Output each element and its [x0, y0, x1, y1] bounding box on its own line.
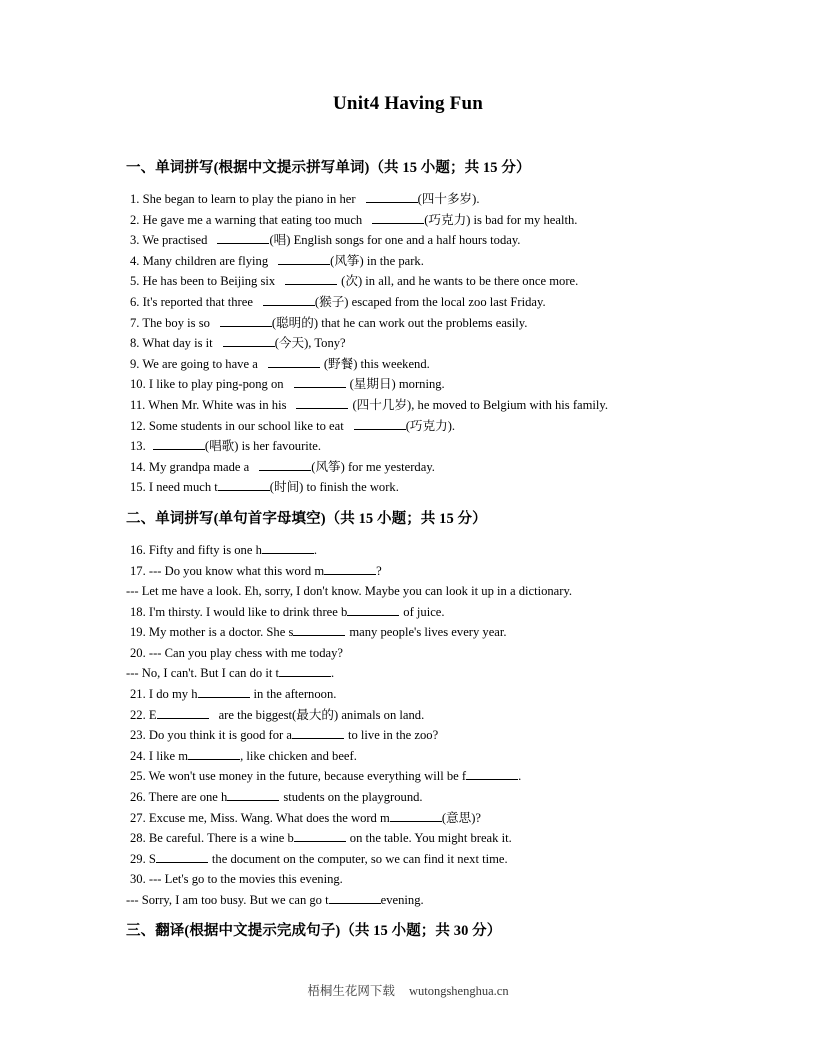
- answer-blank[interactable]: [227, 790, 279, 801]
- question-number: 6.: [130, 294, 143, 309]
- question-number: 21.: [130, 687, 149, 702]
- question-item: [126, 808, 696, 829]
- question-text-before: Fifty and fifty is one h: [148, 542, 262, 557]
- question-text-before: We won't use money in the future, because everything will be f: [148, 769, 467, 784]
- question-number: 20.: [130, 645, 149, 660]
- section-heading-2: 二、单词拼写(单句首字母填空)（共 15 小题；共 15 分）: [126, 510, 487, 527]
- question-text-before: --- Let me have a look. Eh, sorry, I don't know. Maybe you can look it up in a dictionary.: [126, 584, 573, 599]
- answer-blank[interactable]: [366, 192, 418, 203]
- question-number: 1.: [130, 192, 143, 206]
- question-text-after: (四十多岁).: [417, 192, 480, 206]
- answer-blank[interactable]: [279, 666, 331, 677]
- question-text-before: Many children are flying: [142, 253, 269, 268]
- question-text-after: on the table. You might break it.: [349, 831, 512, 846]
- question-item: [126, 766, 696, 787]
- question-number: 5.: [130, 274, 143, 289]
- question-text-after: many people's lives every year.: [349, 625, 507, 640]
- question-item: [126, 561, 696, 582]
- question-text-before: What day is it: [142, 336, 213, 351]
- answer-blank[interactable]: [223, 336, 275, 347]
- question-text-before: --- No, I can't. But I can do it t: [126, 666, 280, 681]
- answer-blank[interactable]: [285, 274, 337, 285]
- question-text-after: (意思)?: [441, 810, 481, 825]
- question-text-after: (星期日) morning.: [349, 377, 445, 392]
- question-number: 28.: [130, 831, 149, 846]
- question-continuation: [126, 663, 696, 684]
- answer-blank[interactable]: [153, 439, 205, 450]
- question-number: 25.: [130, 769, 149, 784]
- answer-blank[interactable]: [296, 398, 348, 409]
- question-list-2: [126, 540, 696, 911]
- question-number: 10.: [130, 377, 149, 392]
- question-number: 11.: [130, 397, 149, 412]
- question-text-before: My grandpa made a: [148, 459, 250, 474]
- question-text-before: Be careful. There is a wine b: [148, 831, 294, 846]
- question-item: [126, 251, 696, 272]
- question-text-after: (猴子) escaped from the local zoo last Friday.: [314, 294, 546, 309]
- question-number: 30.: [130, 872, 149, 887]
- question-text-before: --- Do you know what this word m: [148, 563, 325, 578]
- question-item: [126, 189, 696, 210]
- question-text-after: .: [518, 769, 522, 784]
- question-text-before: He has been to Beijing six: [142, 274, 276, 289]
- question-number: 3.: [130, 233, 143, 248]
- question-text-after: , like chicken and beef.: [240, 748, 357, 763]
- question-item: [126, 828, 696, 849]
- question-number: 17.: [130, 563, 149, 578]
- question-number: 19.: [130, 625, 149, 640]
- question-item: [126, 540, 696, 561]
- question-item: [126, 313, 696, 334]
- question-text-before: It's reported that three: [142, 294, 253, 309]
- answer-blank[interactable]: [294, 831, 346, 842]
- question-number: 9.: [130, 356, 143, 371]
- question-item: [126, 210, 696, 231]
- question-text-after: (四十几岁), he moved to Belgium with his family.: [352, 397, 609, 412]
- question-item: [126, 746, 696, 767]
- question-text-after: (野餐) this weekend.: [323, 356, 430, 371]
- question-text-after: (时间) to finish the work.: [269, 480, 399, 495]
- answer-blank[interactable]: [278, 253, 330, 264]
- answer-blank[interactable]: [292, 728, 344, 739]
- question-text-before: There are one h: [148, 790, 228, 805]
- question-number: 4.: [130, 253, 143, 268]
- question-item: [126, 292, 696, 313]
- question-text-after: (唱) English songs for one and a half hours today.: [269, 233, 521, 248]
- answer-blank[interactable]: [324, 563, 376, 574]
- answer-blank[interactable]: [218, 480, 270, 491]
- question-text-after: .: [313, 542, 318, 557]
- question-item: [126, 849, 696, 870]
- question-text-before: When Mr. White was in his: [148, 397, 287, 412]
- answer-blank[interactable]: [268, 356, 320, 367]
- question-text-before: We are going to have a: [142, 356, 258, 371]
- question-text-after: (风筝) for me yesterday.: [311, 459, 435, 474]
- question-text-after: (聪明的) that he can work out the problems easily.: [271, 315, 528, 330]
- question-text-before: I'm thirsty. I would like to drink three b: [148, 604, 348, 619]
- question-item: [126, 643, 696, 664]
- question-text-after: to live in the zoo?: [347, 728, 439, 743]
- question-number: 7.: [130, 315, 143, 330]
- answer-blank[interactable]: [390, 810, 442, 821]
- question-number: 29.: [130, 851, 149, 866]
- answer-blank[interactable]: [329, 893, 381, 904]
- question-text-before: She began to learn to play the piano in her: [142, 192, 356, 206]
- answer-blank[interactable]: [263, 295, 315, 306]
- question-text-after: evening.: [380, 893, 424, 907]
- question-text-before: Do you think it is good for a: [148, 728, 292, 743]
- question-list-1: [126, 189, 696, 498]
- question-number: 23.: [130, 728, 149, 743]
- question-item: [126, 457, 696, 478]
- question-item: [126, 705, 696, 726]
- question-text-before: We practised: [142, 233, 208, 248]
- answer-blank[interactable]: [259, 459, 311, 470]
- question-number: 15.: [130, 480, 149, 495]
- question-number: 22.: [130, 707, 149, 722]
- answer-blank[interactable]: [220, 315, 272, 326]
- question-number: 8.: [130, 336, 143, 351]
- question-item: [126, 333, 696, 354]
- answer-blank[interactable]: [262, 543, 314, 554]
- question-number: 2.: [130, 212, 143, 227]
- question-item: [126, 416, 696, 437]
- section-heading-1: 一、单词拼写(根据中文提示拼写单词)（共 15 小题；共 15 分）: [126, 160, 531, 176]
- answer-blank[interactable]: [354, 418, 406, 429]
- answer-blank[interactable]: [293, 625, 345, 636]
- answer-blank[interactable]: [188, 749, 240, 760]
- question-text-before: Excuse me, Miss. Wang. What does the word m: [148, 810, 390, 825]
- question-continuation: [126, 890, 696, 911]
- question-text-before: E: [148, 707, 157, 722]
- question-item: [126, 230, 696, 251]
- question-number: 13.: [130, 439, 149, 454]
- document-body: [126, 158, 696, 952]
- question-text-before: --- Sorry, I am too busy. But we can go t: [126, 893, 329, 907]
- page-title: Unit4 Having Fun: [333, 93, 483, 114]
- question-number: 14.: [130, 459, 149, 474]
- question-item: [126, 477, 696, 498]
- question-text-after: (巧克力).: [405, 418, 456, 433]
- question-text-after: .: [331, 666, 335, 681]
- question-item: [126, 787, 696, 808]
- footer-source: 梧桐生花网下载: [307, 984, 395, 998]
- question-number: 18.: [130, 604, 149, 619]
- question-item: [126, 354, 696, 375]
- answer-blank[interactable]: [217, 233, 269, 244]
- question-number: 24.: [130, 748, 149, 763]
- question-text-before: I do my h: [148, 687, 198, 702]
- question-text-after: the document on the computer, so we can find it next time.: [211, 851, 508, 866]
- question-text-before: S: [148, 851, 156, 866]
- question-text-after: (巧克力) is bad for my health.: [424, 212, 578, 227]
- answer-blank[interactable]: [347, 604, 399, 615]
- page-footer: [0, 981, 816, 999]
- question-continuation: [126, 581, 696, 602]
- answer-blank[interactable]: [294, 377, 346, 388]
- question-text-after: (今天), Tony?: [274, 336, 346, 351]
- question-text-after: of juice.: [403, 604, 445, 619]
- question-item: [126, 395, 696, 416]
- question-text-before: I like to play ping-pong on: [148, 377, 284, 392]
- question-text-before: He gave me a warning that eating too much: [142, 212, 363, 227]
- question-text-after: (唱歌) is her favourite.: [204, 439, 321, 454]
- question-item: [126, 869, 696, 890]
- question-item: [126, 622, 696, 643]
- question-text-before: My mother is a doctor. She s: [148, 625, 294, 640]
- question-text-after: in the afternoon.: [253, 687, 337, 702]
- question-item: [126, 725, 696, 746]
- footer-site: wutongshenghua.cn: [408, 984, 509, 998]
- question-item: [126, 271, 696, 292]
- answer-blank[interactable]: [372, 212, 424, 223]
- answer-blank[interactable]: [198, 687, 250, 698]
- question-text-before: Some students in our school like to eat: [148, 418, 344, 433]
- section-heading-3: 三、翻译(根据中文提示完成句子)（共 15 小题；共 30 分）: [126, 922, 502, 939]
- question-number: 27.: [130, 810, 149, 825]
- question-text-after: students on the playground.: [283, 790, 423, 805]
- question-item: [126, 436, 696, 457]
- question-text-after: (风筝) in the park.: [330, 253, 424, 268]
- question-number: 12.: [130, 418, 149, 433]
- answer-blank[interactable]: [466, 769, 518, 780]
- question-text-before: --- Let's go to the movies this evening.: [148, 872, 343, 887]
- question-item: [126, 602, 696, 623]
- question-text-before: I need much t: [148, 480, 218, 495]
- question-text-after: are the biggest(最大的) animals on land.: [218, 707, 425, 722]
- question-text-after: ?: [376, 563, 382, 578]
- question-text-before: The boy is so: [142, 315, 210, 330]
- question-item: [126, 374, 696, 395]
- answer-blank[interactable]: [156, 851, 208, 862]
- answer-blank[interactable]: [157, 707, 209, 718]
- question-number: 26.: [130, 790, 149, 805]
- question-text-after: (次) in all, and he wants to be there once more.: [341, 274, 579, 289]
- question-text-before: --- Can you play chess with me today?: [148, 645, 343, 660]
- question-number: 16.: [130, 542, 149, 557]
- question-item: [126, 684, 696, 705]
- question-text-before: I like m: [148, 748, 189, 763]
